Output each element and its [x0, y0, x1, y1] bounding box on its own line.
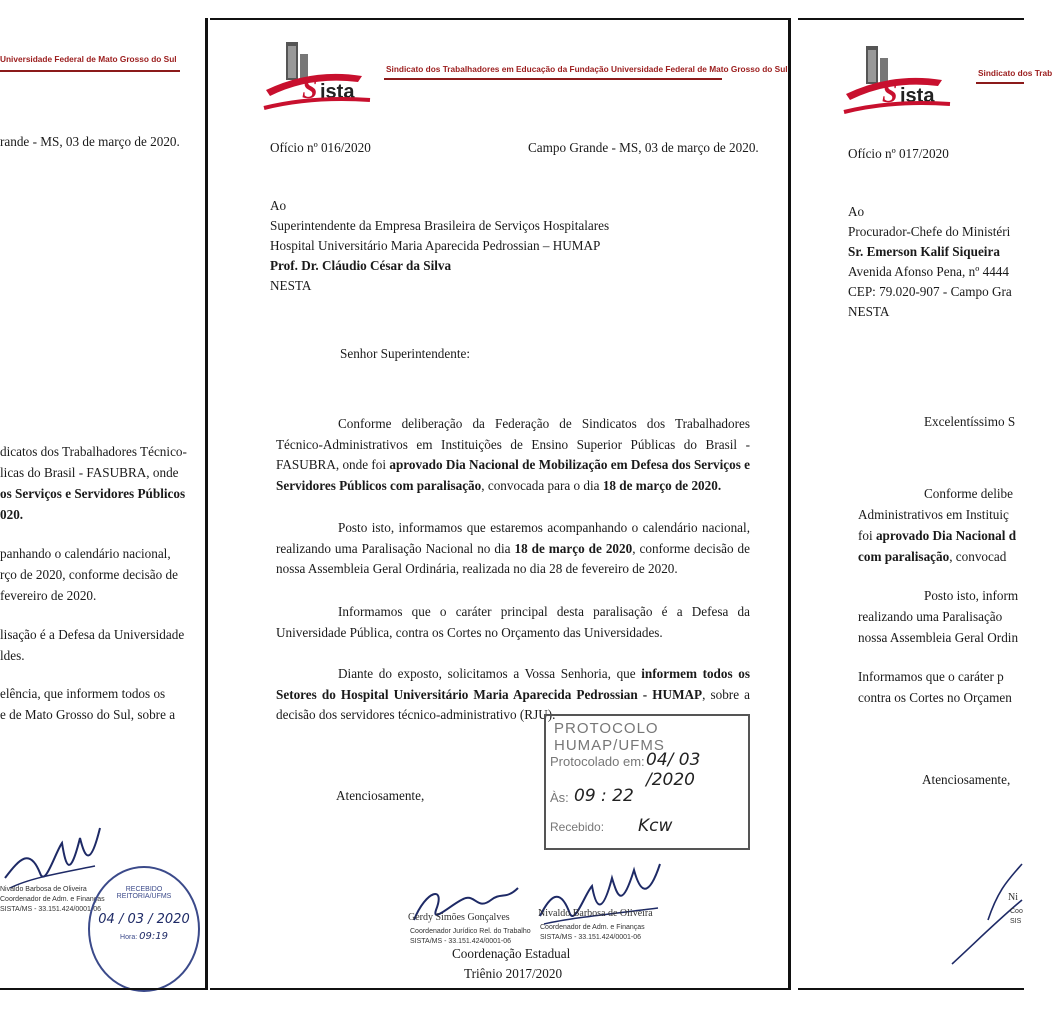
body-line: e de Mato Grosso do Sul, sobre a: [0, 707, 176, 722]
body-line: realizando uma Paralisação: [858, 609, 1003, 624]
stamp-subtitle: REITORIA/UFMS: [116, 893, 172, 900]
stamp-title: PROTOCOLO HUMAP/UFMS: [554, 720, 665, 754]
body-line: [858, 526, 1016, 546]
signature-registry: SIS: [1010, 918, 1022, 925]
document-page-main: [210, 18, 790, 990]
logo-text: ista: [320, 81, 355, 103]
header-rule: [976, 82, 1024, 84]
stamp-received-label: Recebido:: [550, 820, 605, 834]
text-run: , convocada para o dia: [481, 477, 603, 493]
recipient-line: Superintendente da Empresa Brasileira de Serviços Hospitalares: [270, 218, 610, 233]
coordination: Coordenação Estadual: [452, 946, 571, 961]
body-line: Conforme delibe: [924, 486, 1013, 501]
page-top-rule: [798, 18, 1024, 20]
body-line: ldes.: [0, 648, 25, 663]
closing: Atenciosamente,: [922, 772, 1011, 787]
signature-2-role: Coordenador de Adm. e Finanças: [540, 924, 645, 931]
body-line: 020.: [0, 507, 24, 522]
svg-text:S: S: [882, 78, 898, 109]
stamp-hour-label: Hora:: [120, 934, 138, 941]
paragraph-2: [276, 518, 750, 580]
received-stamp: [88, 866, 200, 992]
protocol-stamp: [544, 714, 750, 850]
header-text: Sindicato dos Trab: [978, 68, 1052, 78]
body-line: Posto isto, inform: [924, 588, 1019, 603]
body-line: dicatos dos Trabalhadores Técnico-: [0, 444, 187, 459]
body-line: [858, 547, 1006, 567]
document-page-left: [0, 18, 205, 990]
page-divider: [788, 18, 791, 990]
signature-2-registry: SISTA/MS - 33.151.424/0001-06: [540, 934, 642, 941]
body-line: Administrativos em Instituiç: [858, 507, 1009, 522]
oficio-number: Ofício nº 017/2020: [848, 146, 949, 161]
signature-name: Ni: [1008, 892, 1018, 903]
body-line: fevereiro de 2020.: [0, 588, 97, 603]
trienio: Triênio 2017/2020: [464, 966, 563, 981]
recipient-line: Hospital Universitário Maria Aparecida Pedrossian – HUMAP: [270, 238, 601, 253]
text-run-bold: aprovado Dia Nacional d: [875, 528, 1017, 543]
text-run: foi: [858, 528, 876, 543]
recipient-to: Ao: [270, 198, 287, 213]
recipient-name: Sr. Emerson Kalif Siqueira: [848, 244, 1000, 259]
page-bottom-rule: [0, 988, 205, 990]
body-line: os Serviços e Servidores Públicos: [0, 486, 186, 501]
header-rule: [384, 78, 722, 80]
body-line: panhando o calendário nacional,: [0, 546, 171, 561]
svg-text:ista: ista: [900, 85, 935, 107]
body-line: licas do Brasil - FASUBRA, onde: [0, 465, 179, 480]
signature-registry: SISTA/MS - 33.151.424/0001-06: [0, 906, 102, 913]
text-run: Diante do exposto, solicitamos a Vossa Senhoria, que: [338, 666, 642, 681]
salutation: Excelentíssimo S: [924, 414, 1016, 429]
text-run-bold: informem todos os Setores do Hospital Universitário Maria Aparecida Pedrossian - HUMAP: [276, 666, 750, 702]
recipient-nesta: NESTA: [848, 304, 890, 319]
text-run-bold: aprovado Dia Nacional de Mobilização em Defesa dos Serviços e Servidores Públicos com paralisação: [276, 457, 750, 493]
stamp-date: 04 / 03 / 2020: [98, 912, 190, 927]
text-run: , convocad: [949, 549, 1007, 564]
stamp-time: 09:19: [139, 931, 168, 942]
text-run-bold: 18 de março de 2020.: [602, 477, 722, 493]
recipient-nesta: NESTA: [270, 278, 312, 293]
salutation: Senhor Superintendente:: [340, 346, 471, 361]
text-run: Informamos que o caráter principal desta paralisação é a Defesa da Universidade Pública, contra os Cortes no Orçamento das Universidades.: [276, 604, 750, 640]
header-text: Sindicato dos Trabalhadores em Educação da Fundação Universidade Federal de Mato Grosso do Sul: [386, 64, 788, 74]
header-rule: [0, 70, 180, 72]
signature-2-name: Nivaldo Barbosa de Oliveira: [538, 908, 653, 919]
page-bottom-rule: [798, 988, 1024, 990]
sista-logo: [262, 38, 380, 120]
recipient-name: Prof. Dr. Cláudio César da Silva: [270, 258, 452, 273]
stamp-time-label: Às:: [550, 790, 569, 805]
text-run-bold: 18 de março de 2020: [514, 540, 633, 556]
body-line: elência, que informem todos os: [0, 686, 166, 701]
stamp-signature: Kcw: [638, 816, 673, 836]
closing: Atenciosamente,: [336, 788, 425, 803]
recipient-line: Procurador-Chefe do Ministéri: [848, 224, 1011, 239]
stamp-title: RECEBIDO: [125, 886, 163, 893]
text-run-bold: com paralisação: [858, 549, 950, 564]
text-run: , sobre a decisão dos servidores técnico-administrativo (RJU).: [276, 686, 750, 722]
page-top-rule: [210, 18, 790, 20]
text-run: , conforme decisão de nossa Assembleia Geral Ordinária, realizada no dia 28 de fevereiro de 2020.: [276, 540, 750, 576]
body-line: lisação é a Defesa da Universidade: [0, 627, 185, 642]
document-page-right: [798, 18, 1052, 990]
stamp-time: 09 : 22: [574, 786, 634, 806]
text-run: Conforme deliberação da Federação de Sindicatos dos Trabalhadores Técnico-Administrativos em Instituições de Ensino Superior Públicas do Brasil - FASUBRA, onde foi: [276, 416, 750, 472]
page-bottom-rule: [210, 988, 790, 990]
signature-1-registry: SISTA/MS - 33.151.424/0001-06: [410, 938, 512, 945]
paragraph-1: [276, 414, 750, 496]
body-line: contra os Cortes no Orçamen: [858, 690, 1012, 705]
oficio-number: Ofício nº 016/2020: [270, 140, 371, 155]
body-line: rço de 2020, conforme decisão de: [0, 567, 178, 582]
body-line: nossa Assembleia Geral Ordin: [858, 630, 1019, 645]
page-divider: [205, 18, 208, 990]
paragraph-3: [276, 602, 750, 643]
text-run: Posto isto, informamos que estaremos acompanhando o calendário nacional, realizando uma Paralisação Nacional no dia: [276, 520, 750, 556]
svg-text:S: S: [302, 74, 318, 105]
stamp-date: 04/ 03 /2020: [646, 750, 701, 790]
recipient-line: Avenida Afonso Pena, nº 4444: [848, 264, 1009, 279]
letter-date: Campo Grande - MS, 03 de março de 2020.: [528, 140, 759, 155]
body-line: Informamos que o caráter p: [858, 669, 1004, 684]
letter-date: rande - MS, 03 de março de 2020.: [0, 134, 180, 149]
recipient-to: Ao: [848, 204, 865, 219]
signature-1-name: Gerdy Simões Gonçalves: [408, 912, 510, 923]
signature-role: Coo: [1010, 908, 1023, 915]
recipient-line: CEP: 79.020-907 - Campo Gra: [848, 284, 1012, 299]
signature-name: Nivaldo Barbosa de Oliveira: [0, 886, 87, 893]
signature-role: Coordenador de Adm. e Finanças: [0, 896, 105, 903]
signature-1-role: Coordenador Jurídico Rel. do Trabalho: [410, 928, 531, 935]
stamp-protocol-label: Protocolado em:: [550, 754, 645, 769]
header-text: Universidade Federal de Mato Grosso do Sul: [0, 54, 177, 64]
sista-logo: [842, 42, 960, 124]
